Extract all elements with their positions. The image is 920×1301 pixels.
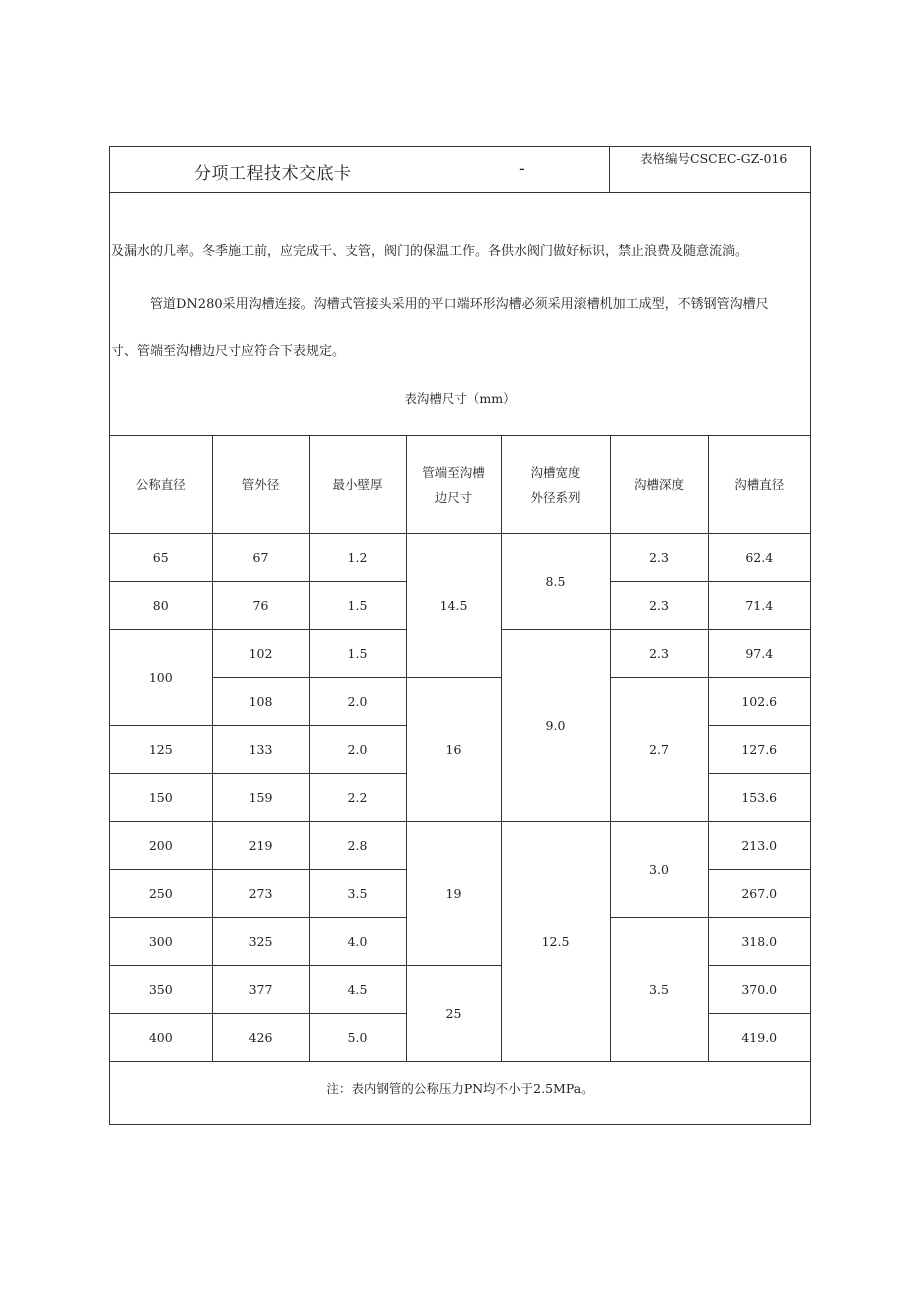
cell-od: 108 [212, 678, 309, 726]
cell-groove-width: 8.5 [501, 534, 610, 630]
cell-groove-diameter: 213.0 [708, 822, 810, 870]
header-groove-diameter: 沟槽直径 [708, 436, 810, 534]
cell-od: 102 [212, 630, 309, 678]
header-groove-width-line1: 沟槽宽度 [530, 464, 581, 480]
cell-groove-diameter: 318.0 [708, 918, 810, 966]
table-note-row [110, 1062, 810, 1115]
table-note: 注：表内钢管的公称压力PN均不小于2.5MPa。 [110, 1062, 810, 1115]
cell-od: 159 [212, 774, 309, 822]
table-row [110, 822, 810, 870]
cell-wall: 2.0 [309, 726, 406, 774]
header-groove-depth: 沟槽深度 [610, 436, 708, 534]
body-line-1: 及漏水的几率。冬季施工前，应完成干、支管，阀门的保温工作。各供水阀门做好标识，禁止浪费及随意流淌。 [111, 244, 749, 259]
table-row [110, 534, 810, 582]
cell-wall: 5.0 [309, 1014, 406, 1062]
cell-groove-diameter: 153.6 [708, 774, 810, 822]
cell-wall: 1.2 [309, 534, 406, 582]
cell-od: 67 [212, 534, 309, 582]
cell-groove-diameter: 370.0 [708, 966, 810, 1014]
cell-wall: 1.5 [309, 630, 406, 678]
cell-wall: 3.5 [309, 870, 406, 918]
cell-od: 325 [212, 918, 309, 966]
cell-groove-depth: 2.3 [610, 582, 708, 630]
cell-end-distance: 19 [406, 822, 501, 966]
header-end-distance [406, 436, 501, 534]
body-line-2: 管道DN280采用沟槽连接。沟槽式管接头采用的平口端环形沟槽必须采用滚槽机加工成型，不锈钢管沟槽尺 [150, 297, 769, 312]
cell-groove-diameter: 97.4 [708, 630, 810, 678]
header-end-distance-line1: 管端至沟槽 [422, 464, 485, 480]
cell-groove-depth: 3.0 [610, 822, 708, 918]
card-title: 分项工程技术交底卡 [194, 164, 352, 184]
cell-od: 133 [212, 726, 309, 774]
cell-dn: 80 [110, 582, 212, 630]
table-row [110, 678, 810, 726]
cell-groove-depth: 3.5 [610, 918, 708, 1062]
cell-od: 273 [212, 870, 309, 918]
cell-groove-depth: 2.3 [610, 630, 708, 678]
body-line-3: 寸、管端至沟槽边尺寸应符合下表规定。 [111, 344, 346, 359]
table-header-row [110, 436, 810, 534]
cell-od: 377 [212, 966, 309, 1014]
cell-end-distance: 25 [406, 966, 501, 1062]
header-nominal-diameter: 公称直径 [110, 436, 212, 534]
form-code: 表格编号CSCEC-GZ-016 [640, 151, 788, 166]
title-dash: - [519, 159, 525, 178]
header-outer-diameter: 管外径 [212, 436, 309, 534]
cell-dn: 125 [110, 726, 212, 774]
cell-dn: 150 [110, 774, 212, 822]
cell-wall: 2.8 [309, 822, 406, 870]
header-groove-width [501, 436, 610, 534]
cell-dn: 400 [110, 1014, 212, 1062]
cell-groove-width: 12.5 [501, 822, 610, 1062]
header-end-distance-line2: 边尺寸 [434, 489, 473, 505]
cell-wall: 1.5 [309, 582, 406, 630]
technical-briefing-card [109, 146, 811, 1125]
header-divider [609, 147, 610, 192]
cell-groove-diameter: 127.6 [708, 726, 810, 774]
cell-groove-diameter: 267.0 [708, 870, 810, 918]
cell-od: 219 [212, 822, 309, 870]
cell-dn: 250 [110, 870, 212, 918]
cell-groove-depth: 2.3 [610, 534, 708, 582]
cell-dn: 100 [110, 630, 212, 726]
cell-wall: 2.2 [309, 774, 406, 822]
cell-wall: 2.0 [309, 678, 406, 726]
cell-od: 426 [212, 1014, 309, 1062]
header-min-wall: 最小壁厚 [309, 436, 406, 534]
cell-dn: 300 [110, 918, 212, 966]
cell-dn: 200 [110, 822, 212, 870]
header-groove-width-line2: 外径系列 [530, 489, 581, 505]
groove-size-table [110, 435, 810, 1115]
cell-end-distance: 14.5 [406, 534, 501, 678]
cell-dn: 65 [110, 534, 212, 582]
cell-wall: 4.0 [309, 918, 406, 966]
cell-dn: 350 [110, 966, 212, 1014]
table-caption: 表沟槽尺寸（mm） [404, 391, 516, 406]
cell-groove-diameter: 102.6 [708, 678, 810, 726]
cell-end-distance: 16 [406, 678, 501, 822]
cell-groove-width: 9.0 [501, 630, 610, 822]
cell-wall: 4.5 [309, 966, 406, 1014]
cell-groove-diameter: 419.0 [708, 1014, 810, 1062]
card-header [110, 147, 810, 193]
cell-groove-depth: 2.7 [610, 678, 708, 822]
cell-groove-diameter: 71.4 [708, 582, 810, 630]
cell-groove-diameter: 62.4 [708, 534, 810, 582]
cell-od: 76 [212, 582, 309, 630]
